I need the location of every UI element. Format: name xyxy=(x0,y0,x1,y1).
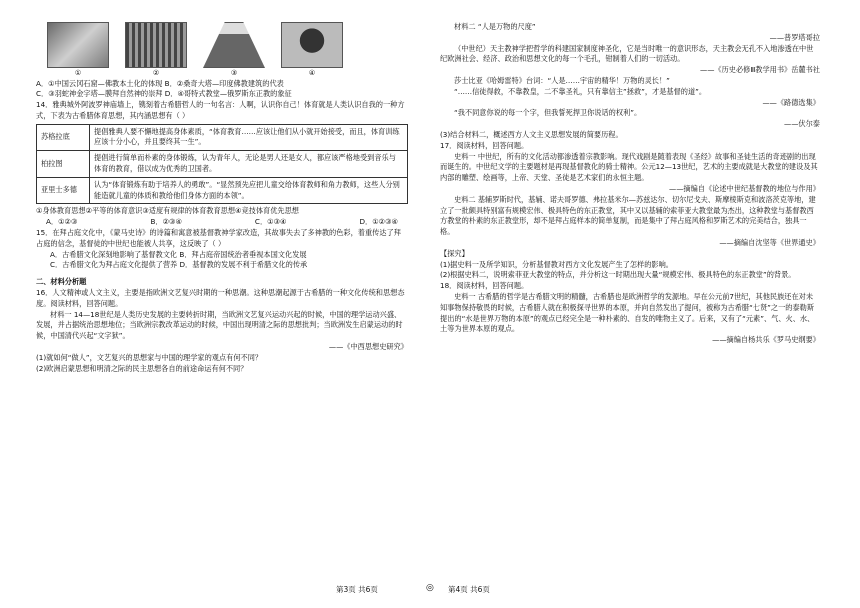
q16-stem: 16．人文精神或人文主义，主要是指欧洲文艺复兴时期的一种思潮。这种思潮起源于古希腊的一种文化传统和思想态度。阅读材料，回答问题。 xyxy=(36,288,405,308)
q16-question-2: (2)欧洲启蒙思想和明清之际的民主思想各自的前途命运有何不同？ xyxy=(36,363,248,373)
q14-options: A．①②③ B．②③④ C．①③④ D．①②③④ xyxy=(46,217,398,227)
pyramid-image xyxy=(203,22,265,68)
left-page xyxy=(36,22,408,374)
q13-option-ab: A．①中国云冈石窟—佛教本土化的体现 B．②桑奇大塔—印度佛教建筑的代表 xyxy=(36,78,284,88)
photo-strip xyxy=(48,22,408,79)
photo-1: ① xyxy=(48,22,108,79)
stupa-gate-image xyxy=(125,22,187,68)
q17-material-1: 史料一 中世纪，所有的文化活动都渗透着宗教影响。现代戏剧是随着表现《圣经》故事和圣徒生活的奇迹剧的出现而诞生的。中世纪文学的主要题材是再现基督教化的骑士精神。公元12—13世纪，艺术的主要成就是大教堂的建设及其内部的雕塑、绘画等，上帝、天堂、圣徒是艺术家们的永恒主题。 xyxy=(440,151,818,183)
q14-stem: 14．雅典城外阿波罗神庙墙上，镌刻着古希腊哲人的一句名言：人啊，认识你自己！体育就是人类认识自我的一种方式，下表为古希腊体育思想，其内涵思想有（ ） xyxy=(36,100,405,120)
material-2-source-2: ——《历史必修Ⅲ教学用书》岳麓书社 xyxy=(700,65,820,75)
material-2-paragraph-4: “我不同意你说的每一个字，但我誓死捍卫你说话的权利”。 xyxy=(454,108,642,118)
photo-2: ② xyxy=(126,22,186,79)
q18-stem: 18．阅读材料，回答问题。 xyxy=(440,281,529,291)
section-title: 二、材料分析题 xyxy=(36,277,87,287)
q17-question-1: (1)据史料一及所学知识，分析基督教对西方文化发展产生了怎样的影响。 xyxy=(440,259,673,269)
photo-4: ④ xyxy=(282,22,342,79)
material-2-paragraph-1: （中世纪）天主教神学把哲学的科建国家制度神圣化，它是当时唯一的意识形态，天主教会无孔不入地渗透在中世纪欧洲社会、经济、政治和思想文化的每一个毛孔，钳制着人们的一切活动。 xyxy=(440,43,814,64)
tips-label: 【探究】 xyxy=(440,248,469,258)
grotto-image xyxy=(47,22,109,68)
q14-items: ①身体教育思想②平等的体育意识③适度有规律的体育教育思想④竞技体育优先思想 xyxy=(36,206,299,216)
q16-material-1: 材料一 14—18世纪是人类历史发展的主要转折时期，当欧洲文艺复兴运动兴起的时候，中国的理学运动兴盛、发展，并占据统治思想地位；当欧洲宗教改革运动的时候，中国出现明清之际的思想批判；当欧洲发生启蒙运动的时候，中国清代兴起“文字狱”。 xyxy=(36,309,403,341)
q17-question-2: (2)根据史料二，说明索菲亚大教堂的特点，并分析这一时期出现大量“规模宏伟、极具特色的东正教堂”的背景。 xyxy=(440,270,796,280)
page-footer-left: 第3页 共6页 xyxy=(336,585,378,594)
q15-option-cd: C．古希腊文化为拜占庭文化提供了营养 D．基督教的发展不利于希腊文化的传承 xyxy=(50,260,308,270)
q17-stem: 17．阅读材料，回答问题。 xyxy=(440,140,529,150)
material-2-source-3: ——《路德选集》 xyxy=(762,97,820,107)
right-page xyxy=(440,22,820,346)
material-2-source-1: ——普罗塔哥拉 xyxy=(769,32,820,42)
q16-question-3: (3)结合材料二，概述西方人文主义思想发展的简要历程。 xyxy=(440,129,623,139)
q16-question-1: (1)就如何“做人”，文艺复兴的思想家与中国的理学家的观点有何不同？ xyxy=(36,352,263,362)
table-row: 柏拉图 提倡进行简单而朴素的身体锻炼，认为青年人，无论是男人还是女人，都应该严格地受到音乐与体育的教育，借以成为优秀的卫国者。 xyxy=(37,151,408,178)
binding-mark-icon: ◎ xyxy=(426,583,434,593)
q15-stem: 15．在拜占庭文化中，《蒙马史诗》的诗篇和寓意被基督教神学家改造，其故事失去了多神教的色彩，着重传达了拜占庭的信念，基督徒的中世纪也能被人共享，这反映了（ ） xyxy=(36,228,401,248)
q15-option-ab: A．古希腊文化深刻地影响了基督教文化 B．拜占庭帝国统治者垂视本国文化发展 xyxy=(50,249,307,259)
philosophy-table xyxy=(36,124,408,205)
q13-option-cd: C．③羽蛇神金字塔—膜拜自然神的崇拜 D．④哥特式教堂—俄罗斯东正教的象征 xyxy=(36,89,292,99)
material-2-paragraph-3: “……信徒得救，不靠教皇，二不靠圣礼，只有靠信主”拯救”，才是基督的道”。 xyxy=(454,86,707,96)
q18-material-1-source: ——摘编自杨共乐《罗马史纲要》 xyxy=(712,335,820,345)
material-2-source-4: ——伏尔泰 xyxy=(784,119,820,129)
table-row: 苏格拉底 提倡雅典人要不懈地提高身体素质，“体育教育……应该让他们从小就开始接受，而且，体育训练应该十分小心，并且要终其一生”。 xyxy=(37,124,408,151)
q17-material-1-source: ——摘编自《论述中世纪基督教的地位与作用》 xyxy=(669,183,820,193)
cathedral-image xyxy=(281,22,343,68)
q18-material-1: 史料一 古希腊的哲学是古希腊文明的精髓，古希腊也是欧洲哲学的发源地。早在公元前7世纪，其他民族还在对未知事物保持敬畏的时候，古希腊人就在积极探寻世界的本原，并向自然发出了提问，被称为古希腊“七贤”之一的泰勒斯提出的“水是世界万物的本原”的观点已经完全是一种朴素的、自发的唯物主义了。后来，又有了“元素”、气、火、水、土等为世界本原的观点。 xyxy=(440,291,815,334)
table-row: 亚里士多德 认为“体育锻炼有助于培养人的勇敢”。“显然预先应把儿童交给体育教师和角力教师，这些人分别能造就儿童的体质和教给他们身体方面的本领”。 xyxy=(37,177,408,204)
material-2-title: 材料二 “人是万物的尺度” xyxy=(454,22,536,31)
material-2-paragraph-2: 莎士比亚《哈姆雷特》台词：“人是……宇宙的精华！万物的灵长！” xyxy=(454,75,670,85)
page-footer-right: 第4页 共6页 xyxy=(448,585,490,594)
q16-material-1-source: ——《中西思想史研究》 xyxy=(328,342,408,352)
q17-material-2: 史料二 基辅罗斯时代，基辅、诺夫哥罗德、弗拉基米尔—苏兹达尔、切尔尼戈夫、斯摩棱斯克和波洛茨克等地，建立了一批颇具特别富有规模宏伟、极具特色的东正教堂，其中又以基辅的索菲亚大教堂最为杰出，这种教堂与基督教西方教堂的朴素的东正教堂形，却不是拜占庭样本的简单复制，而是集中了拜占庭风格和罗斯艺术的完美结合，独具一格。 xyxy=(440,194,816,237)
q17-material-2-source: ——摘编自沈坚等《世界通史》 xyxy=(719,237,820,247)
photo-3: ③ xyxy=(204,22,264,79)
